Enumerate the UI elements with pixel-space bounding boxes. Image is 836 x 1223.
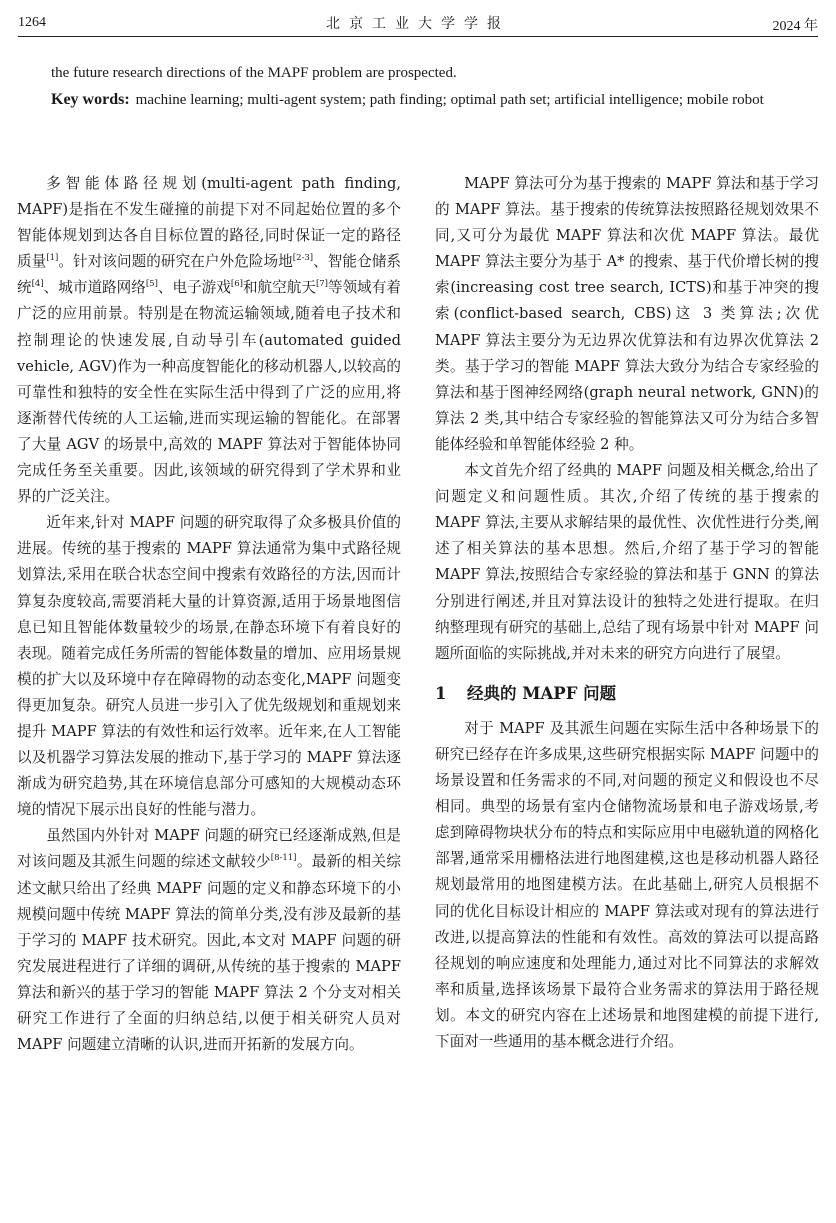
section-title: 经典的 MAPF 问题 bbox=[467, 683, 617, 703]
paragraph-classification: MAPF 算法可分为基于搜索的 MAPF 算法和基于学习的 MAPF 算法。基于搜索的传统算法按照路径规划效果不同,又可分为最优 MAPF 算法和次优 MAPF 算法。最优 MAPF 算法主要分为基于 A* 的搜索、基于代价增长树的搜索(increasing cost tree search, ICTS)和基于冲突的搜索(conflict-based search, CBS)这 3 类算法;次优 MAPF 算法主要分为无边界次优算法和有边界次优算法 2 类。基于学习的智能 MAPF 算法大致分为结合专家经验的算法和基于图神经网络(graph neural network, GNN)的算法 2 类,其中结合专家经验的智能算法又可分为结合多智能体经验和单智能体经验 2 种。 bbox=[435, 175, 819, 453]
keywords-text: machine learning; multi-agent system; path finding; optimal path set; artificial intelligence; mobile robot bbox=[135, 91, 764, 108]
citation: [4] bbox=[31, 279, 44, 290]
citation: [1] bbox=[46, 253, 59, 264]
citation: [6] bbox=[230, 279, 243, 290]
paragraph-outline: 本文首先介绍了经典的 MAPF 问题及相关概念,给出了问题定义和问题性质。其次,介绍了传统的基于搜索的 MAPF 算法,主要从求解结果的最优性、次优性进行分类,阐述了相关算法的基本思想。然后,介绍了基于学习的智能 MAPF 算法,按照结合专家经验的算法和基于 GNN 的算法分别进行阐述,并且对算法设计的独特之处进行提取。在归纳整理现有研究的基础上,总结了现有场景中针对 MAPF 问题所面临的实际挑战,并对未来的研究方向进行了展望。 bbox=[435, 462, 819, 662]
page-number: 1264 bbox=[18, 15, 46, 30]
citation: [7] bbox=[315, 279, 328, 290]
citation: [8-11] bbox=[270, 853, 297, 864]
abstract-tail bbox=[51, 60, 796, 113]
journal-name: 北京工业大学学报 bbox=[326, 16, 510, 32]
paragraph-intro: 多智能体路径规划(multi-agent path finding, MAPF)是指在不发生碰撞的前提下对不同起始位置的多个智能体规划到达各自目标位置的路径,同时保证一定的路径质量[1]。针对该问题的研究在户外危险场地[2-3]、智能仓储系统[4]、城市道路网络[5]、电子游戏[6]和航空航天[7]等领域有着广泛的应用前景。特别是在物流运输领域,随着电子技术和控制理论的快速发展,自动导引车(automated guided vehicle, AGV)作为一种高度智能化的移动机器人,以较高的可靠性和独特的安全性在实际生活中得到了广泛的应用,将逐渐替代传统的人工运输,进而实现运输的智能化。在部署了大量 AGV 的场景中,高效的 MAPF 算法对于智能体协同完成任务至关重要。因此,该领域的研究得到了学术界和业界的广泛关注。 bbox=[17, 175, 401, 506]
paragraph-progress: 近年来,针对 MAPF 问题的研究取得了众多极具价值的进展。传统的基于搜索的 MAPF 算法通常为集中式路径规划算法,采用在联合状态空间中搜索有效路径的方法,因而计算复杂度较高,需要消耗大量的计算资源,适用于场景地图信息已知且智能体数量较少的场景,在静态环境下有着良好的表现。随着完成任务所需的智能体数量的增加、应用场景规模的扩大以及环境中存在障碍物的动态变化,MAPF 问题变得更加复杂。研究人员进一步引入了优先级规划和重规划来提升 MAPF 算法的有效性和运行效率。近年来,在人工智能以及机器学习算法发展的推动下,基于学习的 MAPF 算法逐渐成为研究趋势,其在环境信息部分可感知的大规模动态环境的情况下展示出良好的性能与潜力。 bbox=[17, 514, 401, 819]
section-number: 1 bbox=[435, 683, 447, 703]
keywords bbox=[51, 87, 796, 114]
paragraph-motivation: 虽然国内外针对 MAPF 问题的研究已经逐渐成熟,但是对该问题及其派生问题的综述文献较少[8-11]。最新的相关综述文献只给出了经典 MAPF 问题的定义和静态环境下的小规模问题中传统 MAPF 算法的简单分类,没有涉及最新的基于学习的 MAPF 技术研究。因此,本文对 MAPF 问题的研究发展进程进行了详细的调研,从传统的基于搜索的 MAPF 算法和新兴的基于学习的智能 MAPF 算法 2 个分支对相关研究工作进行了全面的归纳总结,以便于相关研究人员对 MAPF 问题建立清晰的认识,进而开拓新的发展方向。 bbox=[17, 827, 401, 1054]
citation: [2-3] bbox=[292, 253, 314, 264]
citation: [5] bbox=[145, 279, 158, 290]
section-heading bbox=[435, 681, 819, 707]
paragraph-section1: 对于 MAPF 及其派生问题在实际生活中各种场景下的研究已经存在许多成果,这些研究根据实际 MAPF 问题中的场景设置和任务需求的不同,对问题的预定义和假设也不尽相同。典型的场景有室内仓储物流场景和电子游戏场景,考虑到障碍物块状分布的特点和实际应用中电磁轨道的网格化部署,通常采用栅格法进行地图建模,这也是移动机器人路径规划最常用的地图建模方法。在此基础上,研究人员根据不同的优化目标设计相应的 MAPF 算法或对现有的算法进行改进,以提高算法的性能和有效性。高效的算法可以提高路径规划的响应速度和处理能力,通过对比不同算法的求解效率和质量,选择该场景下最符合业务需求的算法用于路径规划。本文的研究内容在上述场景和地图建模的前提下进行,下面对一些通用的基本概念进行介绍。 bbox=[435, 719, 819, 1050]
right-column bbox=[435, 171, 819, 1055]
abstract-last-sentence: the future research directions of the MAPF problem are prospected. bbox=[51, 65, 457, 81]
left-column bbox=[17, 171, 401, 1058]
year: 2024 年 bbox=[772, 19, 818, 34]
keywords-label: Key words: bbox=[51, 90, 130, 108]
running-header bbox=[18, 10, 818, 37]
